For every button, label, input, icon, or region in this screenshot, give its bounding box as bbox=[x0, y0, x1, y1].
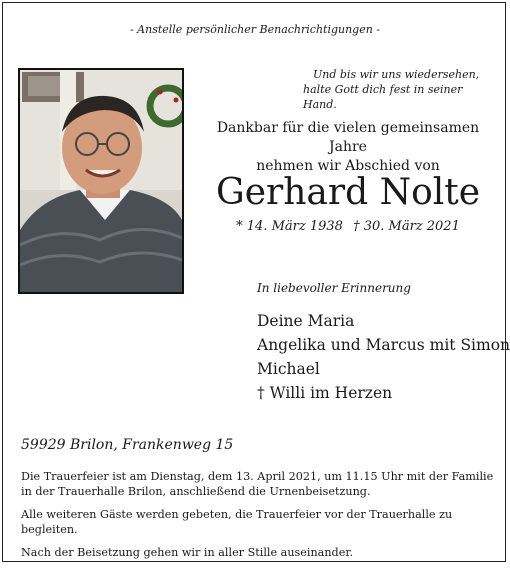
thanks-line-2: nehmen wir Abschied von bbox=[256, 158, 440, 174]
memory-label: In liebevoller Erinnerung bbox=[257, 281, 411, 295]
thanks-text bbox=[198, 119, 498, 176]
intro-line: - Anstelle persönlicher Benachrichtigungen - bbox=[129, 23, 381, 36]
birth-date: * 14. März 1938 bbox=[236, 219, 343, 234]
info-paragraph: Die Trauerfeier ist am Dienstag, dem 13. April 2021, um 11.15 Uhr mit der Familie in der Trauerhalle Brilon, anschließend die Urnenbeisetzung. bbox=[21, 470, 494, 498]
quote bbox=[303, 67, 493, 112]
address: 59929 Brilon, Frankenweg 15 bbox=[21, 437, 234, 453]
family-list bbox=[257, 309, 510, 405]
quote-line-1: Und bis wir uns wiedersehen, bbox=[313, 68, 480, 81]
thanks-line-1: Dankbar für die vielen gemeinsamen Jahre bbox=[216, 120, 480, 155]
info-paragraph: Nach der Beisetzung gehen wir in aller Stille auseinander. bbox=[21, 546, 354, 559]
obituary-notice bbox=[2, 2, 510, 562]
portrait-photo bbox=[18, 68, 184, 294]
info-paragraph: Alle weiteren Gäste werden gebeten, die Trauerfeier vor der Trauerhalle zu begleiten. bbox=[21, 508, 453, 536]
family-member: Angelika und Marcus mit Simon bbox=[257, 336, 510, 354]
deceased-name: Gerhard Nolte bbox=[215, 172, 481, 213]
family-member: Michael bbox=[257, 360, 320, 378]
family-member: Deine Maria bbox=[257, 312, 355, 330]
family-member: † Willi im Herzen bbox=[257, 384, 393, 402]
death-date: † 30. März 2021 bbox=[353, 219, 460, 234]
quote-line-2: halte Gott dich fest in seiner Hand. bbox=[303, 83, 463, 111]
portrait-image bbox=[20, 70, 182, 292]
ceremony-info bbox=[21, 469, 497, 568]
life-dates bbox=[198, 219, 498, 234]
